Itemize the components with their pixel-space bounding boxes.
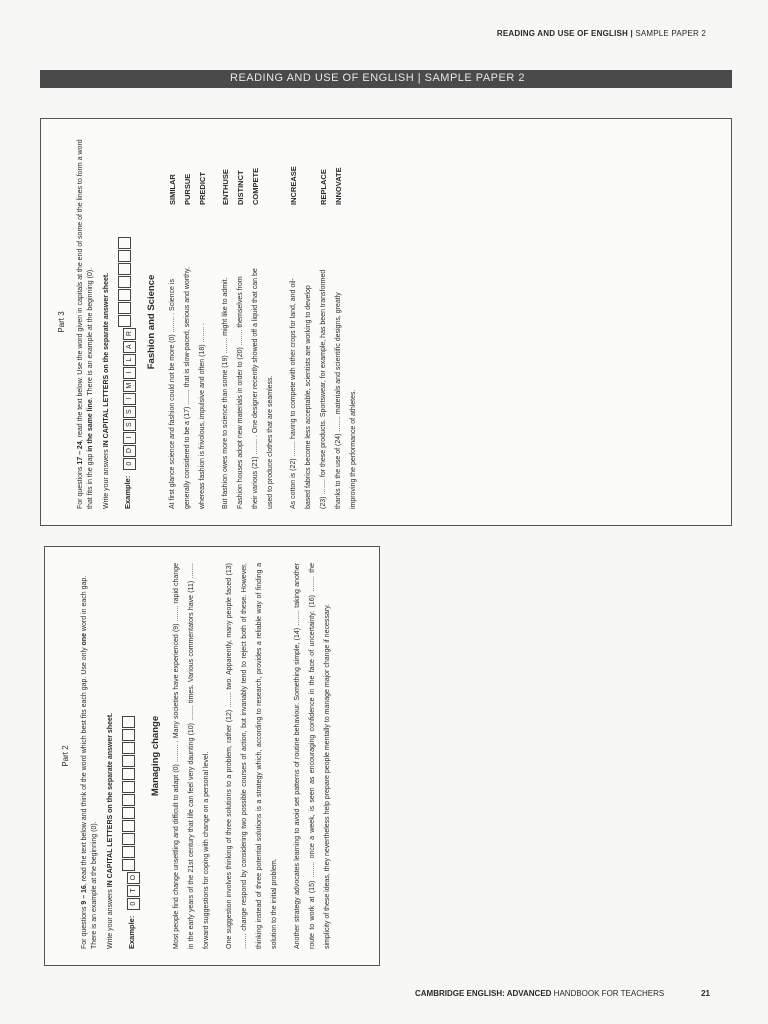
example-cell bbox=[122, 755, 135, 767]
example-cell bbox=[122, 820, 135, 832]
stem-word bbox=[263, 135, 278, 205]
instr-emph: in the same line bbox=[87, 399, 94, 452]
part3-words-2 bbox=[218, 135, 286, 215]
instr-text: . There is an example at the beginning (0). bbox=[87, 267, 94, 400]
part3-instruction bbox=[76, 135, 96, 509]
part2-paragraph-1: Most people find change unsettling and difficult to adapt (0) ......... . Many societies have experienced (9) ........ rapid change in the early years of the 21st century that life can feel very daunting (10) ........ times. Various commentators have (11) ........ forward suggestions for coping with change on a personal level. bbox=[173, 563, 210, 949]
example-cell bbox=[122, 794, 135, 806]
part3-block-1 bbox=[165, 135, 218, 509]
example-cell bbox=[122, 768, 135, 780]
part2-example bbox=[122, 563, 140, 949]
part3-rotated-content bbox=[41, 119, 731, 525]
example-cell: O bbox=[127, 872, 140, 884]
text-line: whereas fashion is frivolous, impulsive and often (18) ........ . bbox=[199, 323, 206, 509]
text-line: At first glance science and fashion could not be more (0) ........ . Science is bbox=[169, 279, 176, 509]
stem-word: REPLACE bbox=[319, 169, 328, 205]
stem-word: COMPETE bbox=[251, 167, 260, 205]
stem-word: INNOVATE bbox=[334, 167, 343, 205]
stem-word bbox=[346, 135, 361, 205]
example-cell: S bbox=[123, 419, 136, 431]
example-cell bbox=[122, 859, 135, 871]
example-cell bbox=[118, 250, 131, 262]
part2-paragraph-2: One suggestion involves thinking of three solutions to a problem, rather (12) ........ two. Apparently, many people faced (13) ........ change respond by considering two possible courses of action, but invariably tend to reject both of these. However, thinking instead of three potential solutions is a strategy which, according to research, provides a reliable way of finding a solution to the initial problem. bbox=[226, 563, 278, 949]
text-line: (23) ........ for these products. Sportswear, for example, has been transformed bbox=[320, 269, 327, 509]
text-line: But fashion owes more to science than some (19) ........ might like to admit. bbox=[222, 277, 229, 509]
example-label: Example: bbox=[126, 915, 136, 949]
part3-frame bbox=[40, 118, 732, 526]
example-cell: I bbox=[123, 367, 136, 379]
example-cell bbox=[118, 289, 131, 301]
part3-lines-1 bbox=[165, 215, 210, 509]
text-line: based fabrics become less acceptable, scientists are working to develop bbox=[305, 285, 312, 509]
part3-answer-instruction bbox=[102, 135, 112, 509]
part3-lines-3 bbox=[286, 215, 361, 509]
text-line: thanks to the use of (24) ........ materials and scientific designs, greatly bbox=[335, 292, 342, 509]
part3-block-3 bbox=[286, 135, 369, 509]
header-sep: | bbox=[628, 29, 636, 38]
example-cell: M bbox=[123, 380, 136, 392]
example-cell bbox=[122, 716, 135, 728]
example-cell bbox=[122, 729, 135, 741]
footer-bold: CAMBRIDGE ENGLISH: ADVANCED bbox=[415, 989, 552, 998]
stem-word: PURSUE bbox=[183, 173, 192, 205]
example-cell bbox=[122, 833, 135, 845]
text-line: used to produce clothes that are seamless. bbox=[267, 375, 274, 509]
instr-text: Write your answers bbox=[103, 447, 110, 509]
text-line: As cotton is (22) ........ having to compete with other crops for land, and oil- bbox=[290, 278, 297, 509]
example-label: Example: bbox=[122, 475, 132, 509]
example-cell: I bbox=[123, 432, 136, 444]
stem-word: DISTINCT bbox=[236, 170, 245, 205]
instr-range: 17 – 24 bbox=[77, 441, 84, 465]
example-cell bbox=[122, 807, 135, 819]
text-line: improving the performance of athletes. bbox=[350, 389, 357, 509]
instr-emph: IN CAPITAL LETTERS on the separate answer sheet. bbox=[107, 712, 114, 888]
part2-title: Managing change bbox=[150, 715, 161, 797]
text-line: their various (21) ........ . One designer recently showed off a liquid that can be bbox=[252, 268, 259, 509]
instr-text: , read the text below and think of the word which best fits each gap. Use only bbox=[81, 645, 88, 886]
stem-word: PREDICT bbox=[198, 172, 207, 205]
example-cell: T bbox=[127, 885, 140, 897]
example-cell: R bbox=[123, 328, 136, 340]
example-cell: I bbox=[123, 393, 136, 405]
example-cell bbox=[118, 302, 131, 314]
example-cell bbox=[122, 742, 135, 754]
part2-rotated-content bbox=[45, 547, 379, 965]
text-line: generally considered to be a (17) ........ that is slow-paced, serious and worthy, bbox=[184, 267, 191, 509]
part3-words-3 bbox=[286, 135, 369, 215]
example-cell: A bbox=[123, 341, 136, 353]
instr-emph: IN CAPITAL LETTERS on the separate answer sheet. bbox=[103, 272, 110, 448]
example-cell: L bbox=[123, 354, 136, 366]
example-cell bbox=[118, 276, 131, 288]
example-cell: D bbox=[123, 445, 136, 457]
example-cell bbox=[122, 846, 135, 858]
instr-text: For questions bbox=[81, 904, 88, 949]
part3-lines-2 bbox=[218, 215, 278, 509]
instr-range: 9 – 16 bbox=[81, 885, 88, 905]
example-cell bbox=[118, 237, 131, 249]
part3-title: Fashion and Science bbox=[146, 274, 157, 370]
instr-text: , read the text below. Use the word given in capitals at the end of some of the lines to form a word that fits in the gap bbox=[77, 139, 94, 509]
instr-text: Write your answers bbox=[107, 887, 114, 949]
stem-word bbox=[301, 135, 316, 205]
example-cell bbox=[118, 263, 131, 275]
text-line: Fashion houses adopt new materials in order to (20) ........ themselves from bbox=[237, 276, 244, 509]
part2-frame bbox=[44, 546, 380, 966]
instr-text: word in each gap. There is an example at the beginning (0). bbox=[81, 575, 98, 949]
part2-label: Part 2 bbox=[61, 745, 70, 767]
part3-words-1 bbox=[165, 135, 218, 215]
header-light: SAMPLE PAPER 2 bbox=[635, 29, 706, 38]
example-cell: 0 bbox=[123, 458, 136, 470]
running-header bbox=[497, 29, 706, 38]
band-text: READING AND USE OF ENGLISH | SAMPLE PAPER 2 bbox=[230, 72, 525, 84]
page-number: 21 bbox=[701, 989, 710, 998]
stem-word: ENTHUSE bbox=[221, 169, 230, 205]
footer-light: HANDBOOK FOR TEACHERS bbox=[551, 989, 665, 998]
example-cell bbox=[118, 315, 131, 327]
part3-block-2 bbox=[218, 135, 286, 509]
instr-text: For questions bbox=[77, 464, 84, 509]
example-cell: S bbox=[123, 406, 136, 418]
section-band bbox=[40, 70, 732, 88]
part2-paragraph-3: Another strategy advocates learning to avoid set patterns of routine behaviour. Something simple, (14) ........ taking another route to work at (15) ........ once a week, is seen as encouraging confidence in the face of uncertainty. (16) ........ the simplicity of these ideas, they nevertheless help prepare people mentally to manage major change if necessary. bbox=[294, 563, 331, 949]
part3-label: Part 3 bbox=[57, 311, 66, 333]
example-cell bbox=[122, 781, 135, 793]
part2-instruction bbox=[80, 563, 100, 949]
header-bold: READING AND USE OF ENGLISH bbox=[496, 29, 629, 38]
stem-word: INCREASE bbox=[289, 166, 298, 205]
footer-title bbox=[415, 989, 664, 998]
instr-emph: one bbox=[81, 633, 88, 646]
example-cells bbox=[118, 236, 136, 470]
example-cells bbox=[122, 715, 140, 910]
example-cell: 0 bbox=[127, 898, 140, 910]
part2-answer-instruction bbox=[106, 563, 116, 949]
stem-word: SIMILAR bbox=[168, 174, 177, 205]
part3-example bbox=[118, 135, 136, 509]
